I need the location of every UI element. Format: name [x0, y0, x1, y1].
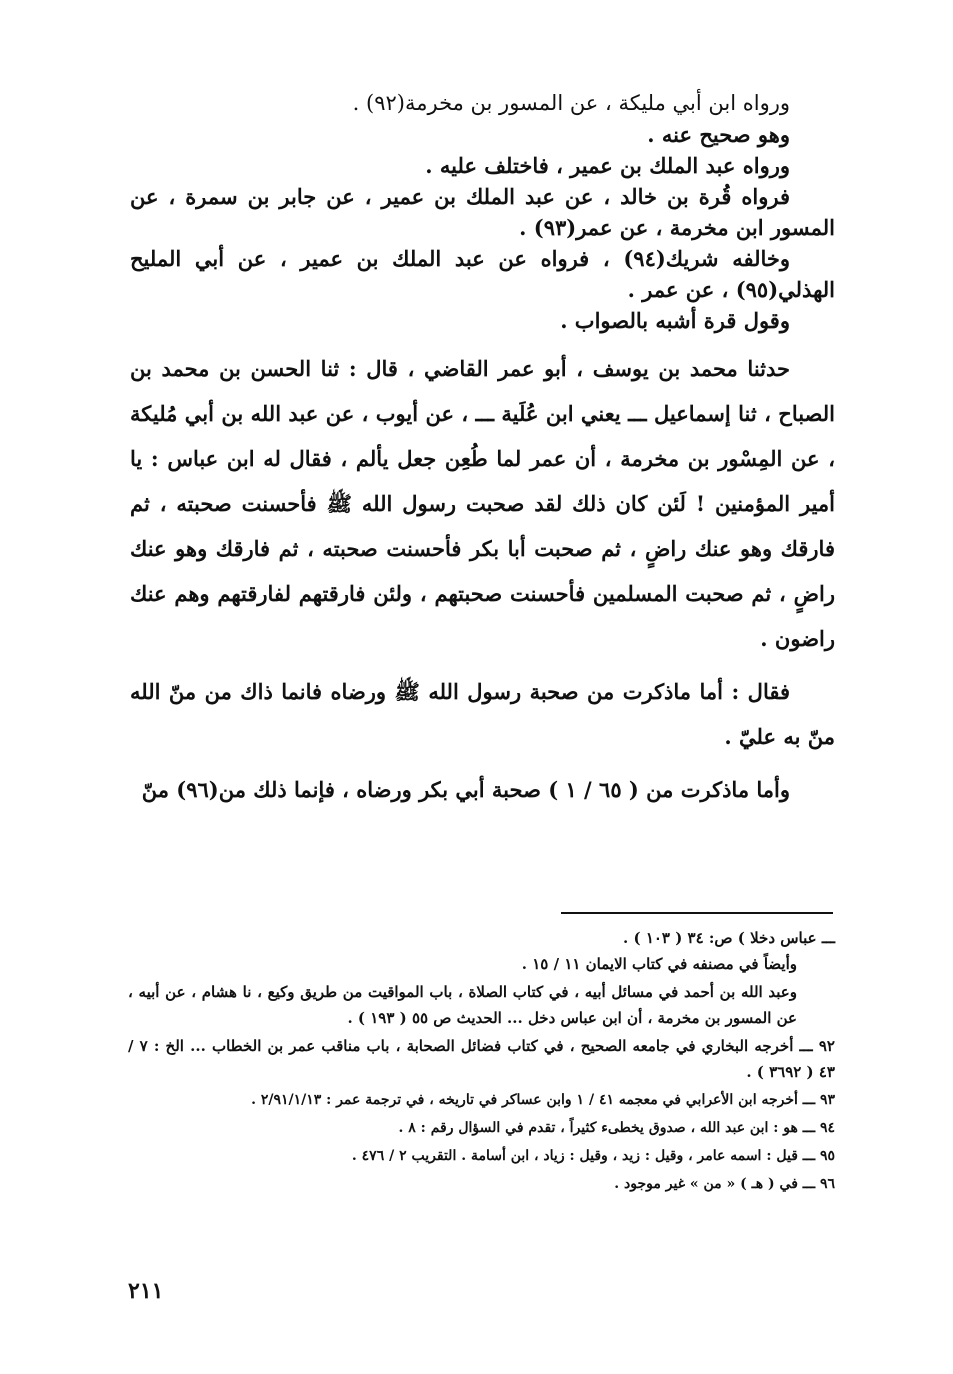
- continuation-mark: ـــ: [821, 929, 835, 947]
- footnote-92: ٩٢ ـــ أخرجه البخاري في جامعه الصحيح ، في كتاب فضائل الصحابة ، باب مناقب عمر بن الخطاب ... الخ : ٧ / ٤٣ ( ٣٦٩٢ ) .: [128, 1037, 835, 1081]
- paragraph-2: وهو صحيح عنه .: [647, 122, 790, 147]
- footnote-divider: [561, 912, 833, 914]
- footnote-continuation-1: [128, 925, 835, 951]
- paragraph-8: فقال : أما ماذكرت من صحبة رسول الله ﷺ ورضاه فانما ذاك من منّ الله منّ به عليّ .: [130, 679, 835, 749]
- hadith-paragraph: حدثنا محمد بن يوسف ، أبو عمر القاضي ، قال : ثنا الحسن بن محمد بن الصباح ، ثنا إسماعيل ـــ يعني ابن عُلَية ـــ ، عن أيوب ، عن عبد الله بن أبي مُليكة ، عن المِسْور بن مخرمة ، أن عمر لما طُعِن جعل يألم ، فقال له ابن عباس : يا أمير المؤمنين ! لَئن كان ذلك لقد صحبت رسول الله ﷺ فأحسنت صحبته ، ثم فارقك وهو عنك راضٍ ، ثم صحبت أبا بكر فأحسنت صحبته ، ثم فارقك وهو عنك راضٍ ، ثم صحبت المسلمين فأحسنت صحبتهم ، ولئن فارقتهم لفارقتهم وهم عنك راضون .: [130, 356, 835, 651]
- footnotes: [128, 925, 835, 1197]
- main-text: [130, 88, 835, 812]
- footnote-94: ٩٤ ـــ هو : ابن عبد الله ، صدوق يخطىء كثيراً ، تقدم في السؤال رقم : ٨ .: [398, 1120, 835, 1136]
- paragraph-4: فرواه قُرة بن خالد ، عن عبد الملك بن عمير ، عن جابر بن سمرة ، عن المسور ابن مخرمة ، عن عمر(٩٣) .: [130, 184, 835, 240]
- footnote-continuation-1-text: عباس دخلا ) ص: ٣٤ ( ١٠٣ ) .: [623, 929, 817, 947]
- paragraph-3: ورواه عبد الملك بن عمير ، فاختلف عليه .: [425, 153, 790, 178]
- footnote-continuation-2: وأيضاً في مصنفه في كتاب الايمان ١١ / ١٥ .: [521, 955, 797, 973]
- page-number: ٢١١: [128, 1278, 164, 1304]
- paragraph-9: وأما ماذكرت من ( ٦٥ / ١ ) صحبة أبي بكر ورضاه ، فإنما ذلك من(٩٦) منّ: [141, 777, 790, 802]
- footnote-continuation-3: وعبد الله بن أحمد في مسائل أبيه ، في كتاب الصلاة ، باب المواقيت من طريق وكيع ، نا هشام ، عن أبيه ، عن المسور بن مخرمة ، أن ابن عباس دخل ... الحديث ص ٥٥ ( ١٩٣ ) .: [128, 983, 797, 1027]
- paragraph-5: وخالفه شريك(٩٤) ، فرواه عن عبد الملك بن عمير ، عن أبي المليح الهذلي(٩٥) ، عن عمر .: [130, 246, 835, 302]
- paragraph-6: وقول قرة أشبه بالصواب .: [560, 308, 790, 333]
- footnote-95: ٩٥ ـــ قيل : اسمه عامر ، وقيل : زيد ، وقيل : زياد ، ابن أسامة . التقريب ٢ / ٤٧٦ .: [351, 1148, 835, 1164]
- paragraph-1: ورواه ابن أبي مليكة ، عن المسور بن مخرمة(٩٢) .: [352, 91, 790, 115]
- footnote-93: ٩٣ ـــ أخرجه ابن الأعرابي في معجمه ٤١ / ١ وابن عساكر في تاريخه ، في ترجمة عمر : ٢/٩١/١/١٣ .: [251, 1092, 835, 1108]
- footnote-96: ٩٦ ـــ في ( هـ ) « من » غير موجود .: [614, 1176, 835, 1192]
